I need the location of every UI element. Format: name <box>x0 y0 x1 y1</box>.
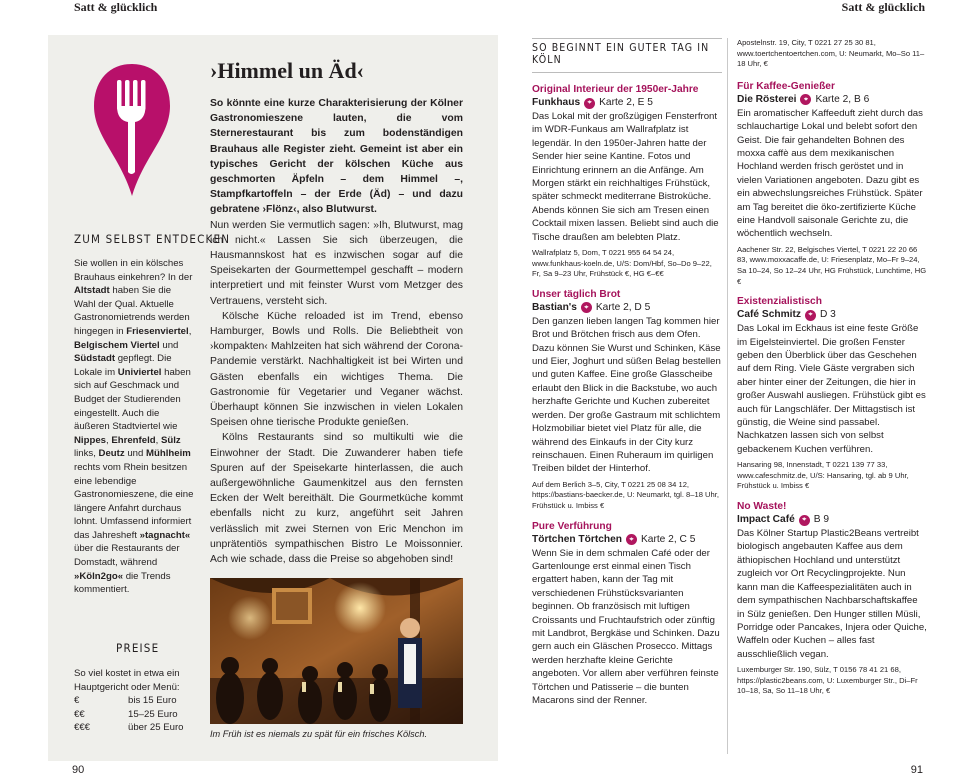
entry-name-line <box>532 96 722 110</box>
highlighted-place: Friesenviertel <box>126 325 189 337</box>
listing-entry <box>737 80 927 287</box>
entry-description: Ein aromatischer Kaffeeduft zieht durch das schlauchartige Lokal und belebt sofort den Geist. Die fair gehandelten Bohnen des moxxa caffè aus dem mexikanischen Hochland werden frisch geröstet und in vielen Variationen angeboten. Dazu gibt es ein abwechslungsreiches Frühstück. Später am Tag bereitet die öko-zertifizierte Küche eine Handvoll saisonale Gerichte zu, die wöchentlich wechseln. <box>737 107 923 240</box>
entry-description: Das Lokal im Eckhaus ist eine feste Größe im Eigelsteinviertel. Die großen Fenster geben den Überblick über das Geschehen auf dem Ring. Viele Gäste vergraben sich aber hinter einer der Zeitungen, die hier in großer Auswahl ausliegen. Frühstück gibt es auch für Langschläfer. Der Mittagstisch ist günstig, die Weine sind passabel. Nachkatzen lassen sich von selbst gebackenem Kuchen verführen. <box>737 323 926 455</box>
photo-caption: Im Früh ist es niemals zu spät für ein frisches Kölsch. <box>210 729 428 739</box>
map-marker-icon: ⌖ <box>584 98 595 109</box>
entry-name-line <box>532 533 722 547</box>
price-range: bis 15 Euro <box>128 695 177 707</box>
sidebar-text-run: , <box>155 434 161 446</box>
column-divider <box>727 38 728 754</box>
sidebar-heading-prices: PREISE <box>116 641 160 655</box>
price-range: über 25 Euro <box>128 722 184 734</box>
sidebar-text-discover <box>74 257 194 597</box>
map-marker-icon: ⌖ <box>800 94 811 105</box>
entry-map-ref: D 3 <box>819 309 836 321</box>
price-symbol: €€€ <box>74 722 91 734</box>
prices-block <box>74 667 194 735</box>
article-title: ›Himmel un Äd‹ <box>210 58 364 83</box>
highlighted-place: »Köln2go« <box>74 570 124 582</box>
entry-name: Bastian's <box>532 301 577 313</box>
entry-name-line <box>737 93 927 107</box>
right-column-2 <box>737 38 927 705</box>
entry-name: Impact Café <box>737 514 795 526</box>
entry-address: Hansaring 98, Innenstadt, T 0221 139 77 33, www.cafeschmitz.de, U/S: Hansaring, tgl. ab 9 Uhr, Frühstück u. Imbiss € <box>737 460 909 491</box>
page-number-left: 90 <box>72 764 85 776</box>
entry-category: Original Interieur der 1950er-Jahre <box>532 84 699 95</box>
highlighted-place: Sülz <box>160 434 181 446</box>
map-marker-icon: ⌖ <box>799 515 810 526</box>
running-head-right: Satt & glücklich <box>841 0 925 14</box>
price-row <box>74 708 194 722</box>
listing-entry <box>532 83 722 280</box>
sidebar-text-run: und <box>159 339 179 351</box>
entry-name: Törtchen Törtchen <box>532 533 622 545</box>
entry-map-ref: Karte 2, C 5 <box>641 533 696 545</box>
sidebar-text-run: , <box>106 434 112 446</box>
listing-entry <box>532 288 722 512</box>
fork-pin-icon <box>90 60 174 200</box>
price-symbol: € <box>74 695 80 707</box>
entry-category: Für Kaffee-Genießer <box>737 80 835 92</box>
listing-entry <box>532 520 722 708</box>
highlighted-place: Altstadt <box>74 285 110 297</box>
brauhaus-photo <box>210 578 463 724</box>
map-marker-icon: ⌖ <box>581 302 592 313</box>
entry-address: Auf dem Berlich 3–5, City, T 0221 25 08 34 12, https://bastians-baecker.de, U: Neumarkt, tgl. 8–18 Uhr, Frühstück u. Imbiss € <box>532 479 719 510</box>
sidebar-text-run: gepflegt. Die Lokale im <box>74 353 172 378</box>
entry-name: Funkhaus <box>532 97 581 108</box>
sidebar-text-run: rechts vom Rhein besitzen eine lebendige Gastronomieszene, die eine längere Anfahrt durchaus lohnt. Umfassend informiert das Jahresheft <box>74 461 194 541</box>
article-paragraph: Kölns Restaurants sind so multikulti wie die Einwohner der Stadt. Die Zuwanderer haben tiefe Spuren auf der Speisekarte hinterlassen, die auch außergewöhnliche Gaumenkitzel aus den fernsten Ecken der Welt bereithält. Die Gourmetküche kommt ebenfalls nicht zu kurz, angeführt seit Jahren verlässlich mit zwei Sternen von Eric Menchon im unprätentiös sympathischen Bistro Le Moissonnier. Ach wie schade, dass die Preise so abgehoben sind! <box>210 432 463 566</box>
price-row <box>74 694 194 708</box>
entry-map-ref: Karte 2, B 6 <box>815 93 870 105</box>
sidebar-text-run: über die Restaurants der Domstadt, während <box>74 543 180 569</box>
entry-category: Unser täglich Brot <box>532 288 621 300</box>
entry-address: Luxemburger Str. 190, Sülz, T 0156 78 41 21 68, https://plastic2beans.com, U: Luxemburger Str., Di–Fr 10–18, Sa, So 11–18 Uhr, € <box>737 665 918 696</box>
entry-description: Das Kölner Startup Plastic2Beans vertreibt biologisch angebauten Kaffee aus dem äthiopischen Hochland und unterstützt zugleich vor Ort Recyclingprojekte. Nun kann man die Kaffeespezialitäten auch in dem sympathischen Nachbarschaftskaffee in Sülz genießen. Den Hunger stillen Müsli, Porridge oder Pancakes, Injera oder Quiche, Waffeln oder Kuchen – alles fast ausschließlich vegan. <box>737 528 927 660</box>
map-marker-icon: ⌖ <box>626 534 637 545</box>
column-title: SO BEGINNT EIN GUTER TAG IN KÖLN <box>532 38 722 73</box>
listing-entry <box>737 295 927 492</box>
highlighted-place: Südstadt <box>74 353 116 365</box>
sidebar-text-run: und <box>124 448 146 460</box>
entry-description: Das Lokal mit der großzügigen Fensterfront im WDR-Funkaus am Wallrafplatz ist legendär. In den 1950er-Jahren hatte der Sender hier seine Kantine. Fotos und Einrichtung erinnern an die Anfänge. Am Morgen stärkt ein reichhaltiges Frühstück, später schmeckt mediterrane Bistroküche. Abends können Sie sich am Tresen einen Cocktail mixen lassen. Beliebt sind auch die Tische draußen am belebten Platz. <box>532 111 719 243</box>
right-column-1 <box>532 38 722 715</box>
entry-address: Aachener Str. 22, Belgisches Viertel, T 0221 22 20 66 83, www.moxxacaffe.de, U: Friesenplatz, Mo–Fr 9–24, Sa 10–24, So 12–24 Uhr, HG Frühstück, Lunchtime, HG € <box>737 244 927 286</box>
entry-description: Wenn Sie in dem schmalen Café oder der Gartenlounge erst einmal einen Tisch ergattert haben, kann der Tag mit verschiedenen Frühstücksvarianten beginnen. Ob französisch mit luftigen Croissants und Fruchtaufstrich oder zünftig mit Landbrot, Bergkäse und Schinken. Dazu gern auch ein Gläschen Prosecco. Mittags werden herzhafte kleine Gerichte angeboten. Vor allem aber verführen feinste Törtchen und Patisserie – die bunten Macarons sind der Renner. <box>532 547 720 706</box>
sidebar-text-run: haben Sie die Wahl der Qual. Aktuelle Gastronomietrends werden hingegen in <box>74 285 190 337</box>
article-paragraph: Nun werden Sie vermutlich sagen: »Ih, Blutwurst, mag ich nicht.« Lassen Sie sich überzeugen, die Hausmannskost hat es inzwischen sogar auf die Speisekarten der Gourmettempel geschafft – modern interpretiert und mit feinster Wurst vom Metzger des Vertrauens, versteht sich. <box>210 219 463 307</box>
entry-name: Café Schmitz <box>737 309 801 321</box>
entry-name: Die Rösterei <box>737 93 797 105</box>
sidebar-text-run: haben sich auf Geschmack und Budget der Studierenden eingestellt. Auch die äußeren Stadtviertel wie <box>74 366 191 433</box>
entry-name-line <box>532 301 722 315</box>
highlighted-place: »tagnacht« <box>139 529 191 541</box>
page-number-right: 91 <box>910 764 923 776</box>
entry-category: No Waste! <box>737 501 787 513</box>
running-head-left: Satt & glücklich <box>74 0 158 14</box>
article-lead: So könnte eine kurze Charakterisierung der Kölner Gastronomieszene lauten, die vom Sternerestaurant bis zum bodenständigen Brauhaus alle Register zieht. Gemeint ist aber ein typisches Gericht der kölschen Küche aus geschmorten Äpfeln – dem Himmel –, Stampfkartoffeln – der Erde (Äd) – und dazu gebratene ›Flönz‹, also Blutwurst. <box>210 98 463 216</box>
entry-address: Apostelnstr. 19, City, T 0221 27 25 30 81, www.toertchentoertchen.com, U: Neumarkt, Mo–So 11–18 Uhr, € <box>737 38 925 69</box>
entry-map-ref: B 9 <box>813 514 830 526</box>
entry-category: Existenzialistisch <box>737 296 822 308</box>
highlighted-place: Mühlheim <box>146 448 191 460</box>
entry-category: Pure Verführung <box>532 520 612 532</box>
entry-map-ref: Karte 2, E 5 <box>599 97 653 108</box>
highlighted-place: Deutz <box>98 448 125 460</box>
entry-name-line <box>737 513 927 527</box>
sidebar-text-run: links, <box>74 448 99 460</box>
highlighted-place: Univiertel <box>117 366 162 378</box>
highlighted-place: Ehrenfeld <box>111 434 156 446</box>
entry-name-line <box>737 308 927 322</box>
prices-intro: So viel kostet in etwa ein Hauptgericht oder Menü: <box>74 668 180 693</box>
sidebar-text-run: die Trends kommentiert. <box>74 570 171 596</box>
highlighted-place: Nippes <box>74 434 106 446</box>
sidebar-heading-discover: ZUM SELBST ENTDECKEN <box>74 232 231 246</box>
entry-description: Den ganzen lieben langen Tag kommen hier Brot und Brötchen frisch aus dem Ofen. Dazu können Sie Wurst und Schinken, Käse und Eier, Joghurt und süßen Belag bestellen und guten Kaffee. Eine große Glasscheibe erlaubt den Blick in die Backstube, wo auch herzhafte Gerichte und Kuchen zubereitet werden. Der große Gastraum mit schlichtem Holzmobiliar bietet viel Platz für alle, die während des Einkaufs in der City kurz reinschauen. Einen Ruheraum im quirligen Treiben bildet der Hinterhof. <box>532 315 721 475</box>
listing-entry <box>737 500 927 697</box>
map-marker-icon: ⌖ <box>805 310 816 321</box>
entry-map-ref: Karte 2, D 5 <box>595 301 651 313</box>
entry-address: Wallrafplatz 5, Dom, T 0221 955 64 54 24, www.funkhaus-koeln.de, U/S: Dom/Hbf, So–Do 9–22, Fr, Sa 9–23 Uhr, Frühstück €, HG €–€€ <box>532 248 712 279</box>
sidebar-text-run: Sie wollen in ein kölsches Brauhaus einkehren? In der <box>74 258 193 283</box>
sidebar-text-run: , <box>188 325 192 337</box>
price-range: 15–25 Euro <box>128 708 178 720</box>
highlighted-place: Belgischem Viertel <box>74 339 160 351</box>
article-paragraph: Kölsche Küche reloaded ist im Trend, ebenso Hamburger, Bowls und Rolls. Die Beliebtheit von ›kompakten‹ Mahlzeiten hat sich während der Corona-Pandemie verstärkt. Nachhaltigkeit ist bei Wirten und Gästen ebenfalls ein wichtiges Thema. Die Gastronomie für Vegetarier und Veganer wächst. Überhaupt können Sie inzwischen in vielen Lokalen Speisen ohne tierische Produkte genießen. <box>210 310 463 429</box>
price-symbol: €€ <box>74 708 85 720</box>
article-body <box>210 96 463 567</box>
price-row <box>74 721 194 735</box>
